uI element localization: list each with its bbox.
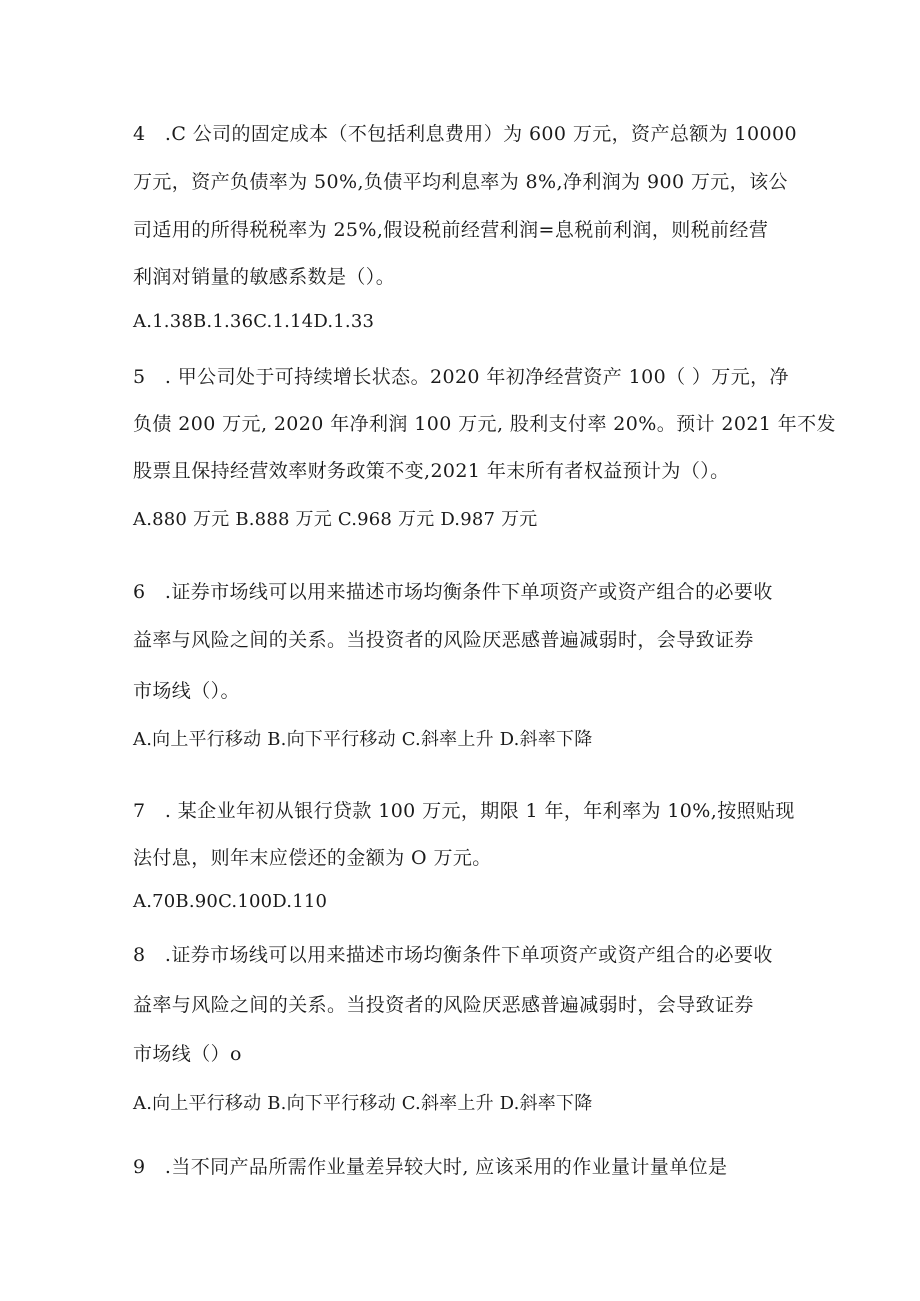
question-6-line-1: 6 .证券市场线可以用来描述市场均衡条件下单项资产或资产组合的必要收 (133, 581, 773, 603)
question-4-line-3: 司适用的所得税税率为 25%,假设税前经营利润=息税前利润，则税前经营 (133, 219, 769, 241)
question-6-line-2: 益率与风险之间的关系。当投资者的风险厌恶感普遍减弱时，会导致证券 (133, 629, 754, 651)
question-7-line-1: 7 . 某企业年初从银行贷款 100 万元，期限 1 年，年利率为 10%,按照贴现 (133, 800, 795, 822)
question-4-line-4: 利润对销量的敏感系数是（）。 (133, 266, 396, 288)
question-8-line-1: 8 .证券市场线可以用来描述市场均衡条件下单项资产或资产组合的必要收 (133, 944, 773, 966)
question-5-line-1: 5 . 甲公司处于可持续增长状态。2020 年初净经营资产 100（ ）万元，净 (133, 366, 789, 388)
question-5-line-2: 负债 200 万元, 2020 年净利润 100 万元, 股利支付率 20%。预计 2021 年不发 (133, 413, 836, 435)
question-4-line-2: 万元，资产负债率为 50%,负债平均利息率为 8%,净利润为 900 万元，该公 (133, 171, 788, 193)
question-8-line-3: 市场线（）o (133, 1043, 242, 1065)
question-7-options: A.70B.90C.100D.110 (133, 891, 328, 912)
question-5-line-3: 股票且保持经营效率财务政策不变,2021 年末所有者权益预计为（）。 (133, 460, 730, 482)
question-8-options: A.向上平行移动 B.向下平行移动 C.斜率上升 D.斜率下降 (133, 1093, 593, 1114)
question-4-line-1: 4 .C 公司的固定成本（不包括利息费用）为 600 万元，资产总额为 10000 (133, 123, 797, 145)
question-4-options: A.1.38B.1.36C.1.14D.1.33 (133, 311, 375, 332)
question-8-line-2: 益率与风险之间的关系。当投资者的风险厌恶感普遍减弱时，会导致证券 (133, 994, 754, 1016)
question-6-line-3: 市场线（）。 (133, 680, 240, 702)
question-6-options: A.向上平行移动 B.向下平行移动 C.斜率上升 D.斜率下降 (133, 729, 593, 750)
question-5-options: A.880 万元 B.888 万元 C.968 万元 D.987 万元 (133, 509, 538, 530)
question-9-line-1: 9 .当不同产品所需作业量差异较大时, 应该采用的作业量计量单位是 (133, 1156, 728, 1178)
question-7-line-2: 法付息，则年末应偿还的金额为 O 万元。 (133, 847, 492, 869)
